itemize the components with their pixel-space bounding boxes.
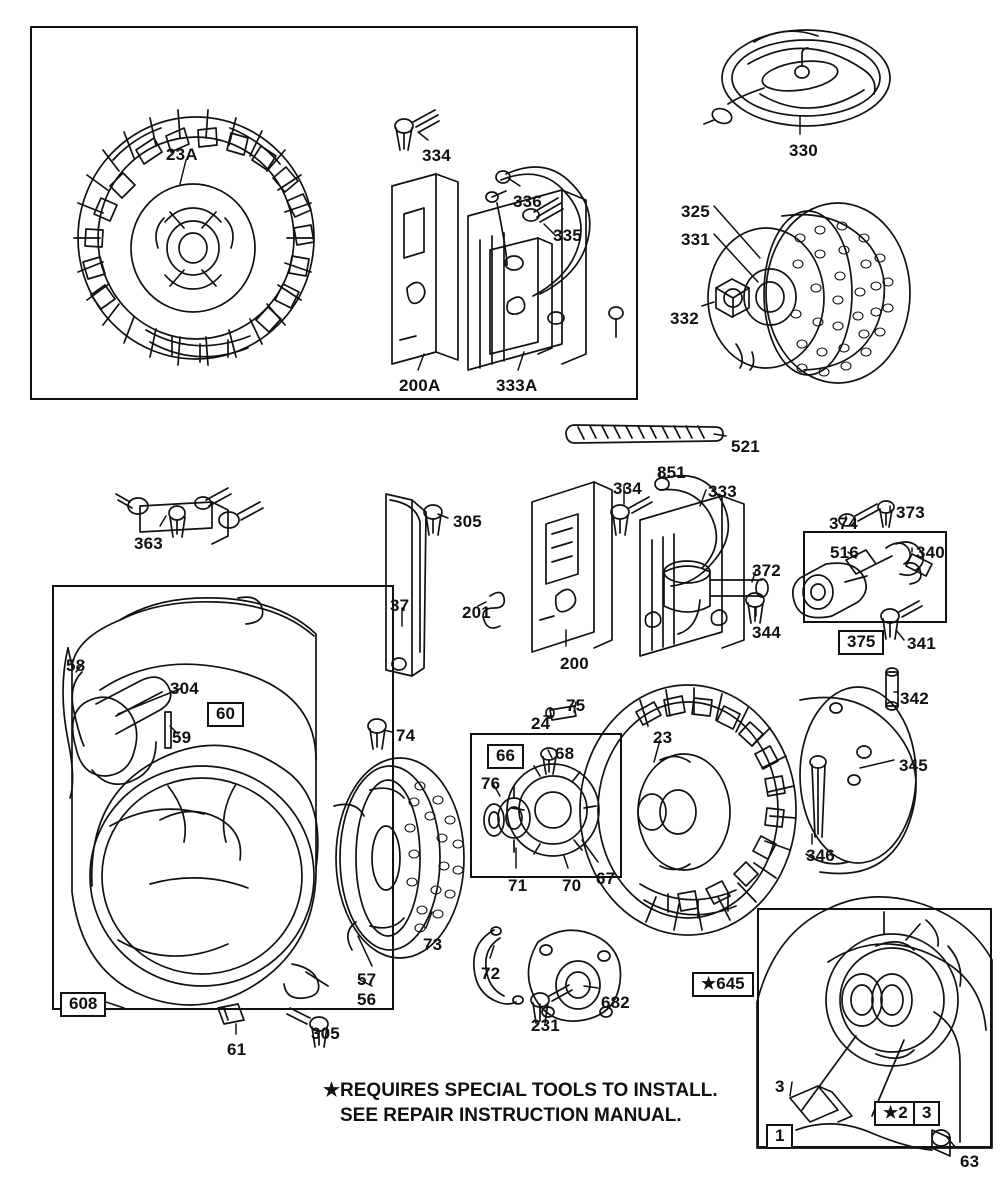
- bracket-37: [386, 494, 442, 676]
- callout-345: 345: [899, 756, 928, 775]
- callout-333: 333: [708, 482, 737, 501]
- callout-334: 334: [613, 479, 642, 498]
- callout-73: 73: [423, 935, 443, 954]
- callout-682: 682: [601, 993, 630, 1012]
- callout-346: 346: [806, 846, 835, 865]
- callout-56: 56: [357, 990, 377, 1009]
- starter-screen-325: [708, 203, 910, 383]
- spring-521: [566, 425, 723, 443]
- callout-341: 341: [907, 634, 936, 653]
- callout-200: 200: [560, 654, 589, 673]
- callout-3: 3: [775, 1077, 785, 1096]
- callout-67: 67: [596, 869, 616, 888]
- callout-363: 363: [134, 534, 163, 553]
- callout-608: 608: [60, 992, 106, 1017]
- callout-342: 342: [900, 689, 929, 708]
- callout-24: 24: [531, 714, 551, 733]
- callout-60: 60: [207, 702, 244, 727]
- callout-325: 325: [681, 202, 710, 221]
- callout-304: 304: [170, 679, 199, 698]
- callout-333A: 333A: [496, 376, 538, 395]
- callout-340: 340: [916, 543, 945, 562]
- callout-201: 201: [462, 603, 491, 622]
- callout-330: 330: [789, 141, 818, 160]
- callout-344: 344: [752, 623, 781, 642]
- callout-71: 71: [508, 876, 528, 895]
- callout-23: 23: [653, 728, 673, 747]
- callout-375: 375: [838, 630, 884, 655]
- callout-373: 373: [896, 503, 925, 522]
- callout-305: 305: [311, 1024, 340, 1043]
- callout-70: 70: [562, 876, 582, 895]
- callout-372: 372: [752, 561, 781, 580]
- callout-57: 57: [357, 970, 377, 989]
- coil-333-group: [611, 476, 768, 656]
- callout-23A: 23A: [166, 145, 198, 164]
- callout-61: 61: [227, 1040, 247, 1059]
- callout-3: 3: [913, 1101, 940, 1126]
- callout-231: 231: [531, 1016, 560, 1035]
- callout-72: 72: [481, 964, 501, 983]
- special-tools-note-line2: SEE REPAIR INSTRUCTION MANUAL.: [340, 1105, 682, 1126]
- callout-331: 331: [681, 230, 710, 249]
- callout-516: 516: [830, 543, 859, 562]
- callout-star645: ★645: [692, 972, 754, 997]
- callout-63: 63: [960, 1152, 980, 1171]
- callout-200A: 200A: [399, 376, 441, 395]
- callout-59: 59: [172, 728, 192, 747]
- callout-76: 76: [481, 774, 501, 793]
- callout-66: 66: [487, 744, 524, 769]
- callout-336: 336: [513, 192, 542, 211]
- callout-1: 1: [766, 1124, 793, 1149]
- callout-star2: ★2: [874, 1101, 917, 1126]
- callout-37: 37: [390, 596, 410, 615]
- callout-58: 58: [66, 656, 86, 675]
- callout-332: 332: [670, 309, 699, 328]
- callout-851: 851: [657, 463, 686, 482]
- rewind-starter-frame: [52, 585, 394, 1010]
- callout-75: 75: [566, 696, 586, 715]
- callout-521: 521: [731, 437, 760, 456]
- callout-74: 74: [396, 726, 416, 745]
- special-tools-note-line1: ★REQUIRES SPECIAL TOOLS TO INSTALL.: [323, 1080, 718, 1101]
- callout-334: 334: [422, 146, 451, 165]
- callout-68: 68: [555, 744, 575, 763]
- callout-374: 374: [829, 514, 858, 533]
- bracket-200: [532, 482, 612, 652]
- callout-305: 305: [453, 512, 482, 531]
- part-330: [704, 30, 890, 126]
- top-assembly-frame: [30, 26, 638, 400]
- callout-335: 335: [553, 226, 582, 245]
